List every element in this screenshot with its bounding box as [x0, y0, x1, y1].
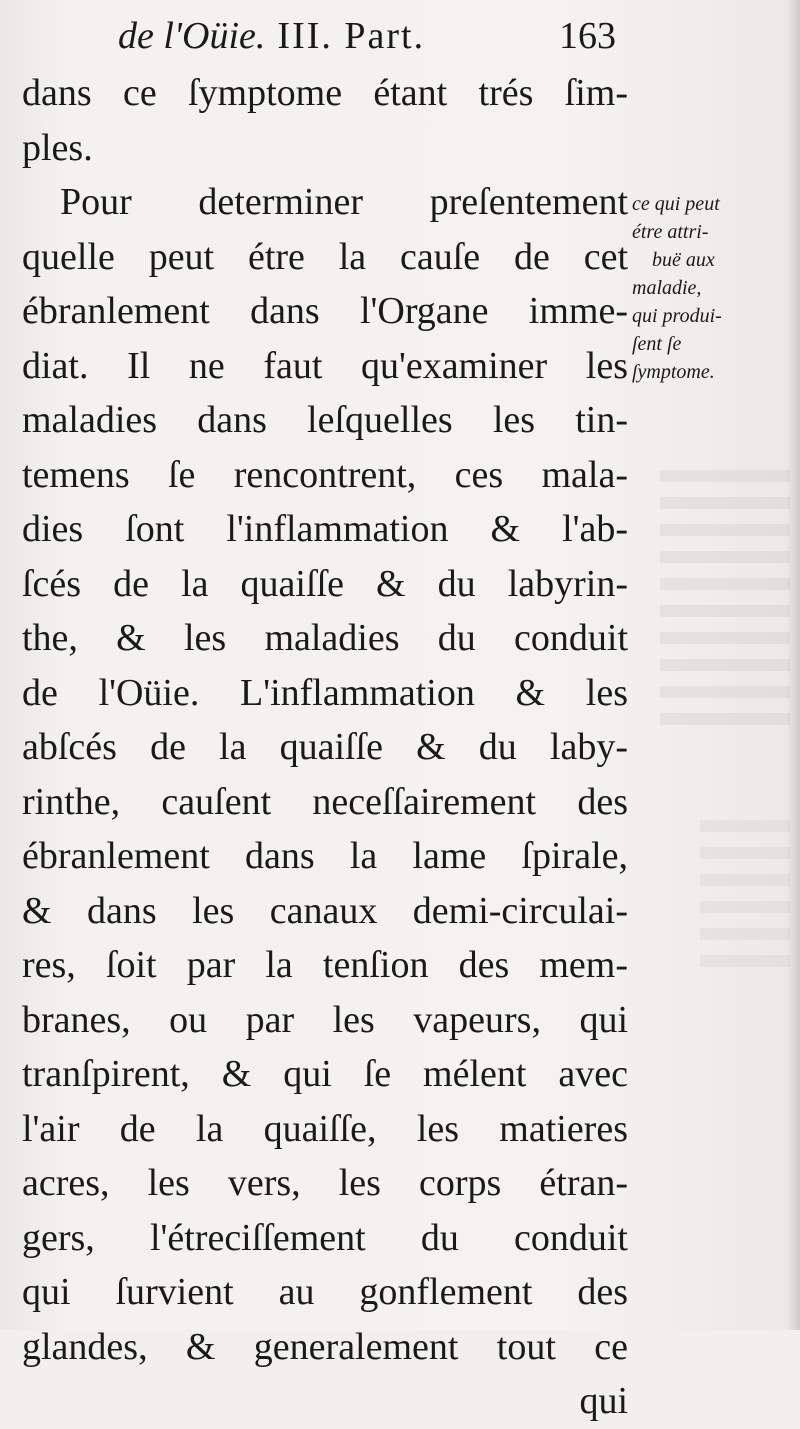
margin-note — [632, 190, 792, 386]
margin-note-line: ſent ſe — [632, 333, 682, 355]
text-line: dies ſont l'inflammation & l'ab- — [22, 508, 628, 550]
show-through-texture — [700, 820, 790, 970]
part-label: III. Part. — [277, 15, 426, 57]
text-line: ébranlement dans la lame ſpirale, — [22, 835, 628, 877]
text-line: & dans les canaux demi-circulai- — [22, 889, 628, 932]
text-line: qui ſurvient au gonflement des — [22, 1271, 628, 1313]
text-line: ples. — [22, 126, 93, 169]
text-line: ſcés de la quaiſſe & du labyrin- — [22, 562, 628, 605]
text-line: de l'Oüie. L'inflammation & les — [22, 671, 628, 714]
text-line: diat. Il ne faut qu'examiner les — [22, 344, 628, 387]
text-line: maladies dans leſquelles les tin- — [22, 399, 628, 441]
margin-note-line: maladie, — [632, 277, 702, 299]
margin-note-line: qui produi- — [632, 305, 722, 327]
body-text — [22, 66, 628, 1429]
running-title: de l'Oüie. — [118, 15, 266, 57]
text-line: temens ſe rencontrent, ces mala- — [22, 453, 628, 496]
margin-note-line: ce qui peut — [632, 193, 720, 215]
margin-note-line: étre attri- — [632, 221, 709, 243]
text-line: rinthe, cauſent neceſſairement des — [22, 780, 628, 823]
text-line: dans ce ſymptome étant trés ſim- — [22, 72, 628, 114]
text-line: the, & les maladies du conduit — [22, 617, 628, 659]
text-line: gers, l'étreciſſement du conduit — [22, 1216, 628, 1259]
text-line: quelle peut étre la cauſe de cet — [22, 235, 628, 278]
text-line: res, ſoit par la tenſion des mem- — [22, 944, 628, 986]
text-line: tranſpirent, & qui ſe mélent avec — [22, 1053, 628, 1095]
text-line: acres, les vers, les corps étran- — [22, 1162, 628, 1204]
page-number: 163 — [559, 15, 616, 57]
show-through-texture — [660, 470, 790, 730]
margin-note-line: buë aux — [652, 249, 715, 271]
catchword: qui — [579, 1380, 628, 1422]
text-line: ébranlement dans l'Organe imme- — [22, 290, 628, 332]
margin-note-line: ſymptome. — [632, 361, 715, 383]
text-line: branes, ou par les vapeurs, qui — [22, 998, 628, 1041]
running-header — [118, 8, 638, 64]
text-line: l'air de la quaiſſe, les matieres — [22, 1107, 628, 1150]
text-line: abſcés de la quaiſſe & du laby- — [22, 726, 628, 768]
text-line: glandes, & generalement tout ce — [22, 1325, 628, 1368]
text-line: Pour determiner preſentement — [60, 181, 628, 223]
